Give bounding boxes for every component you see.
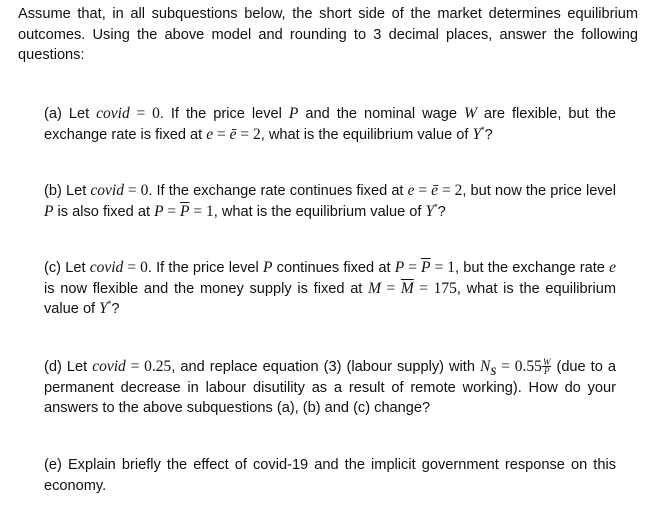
text: , what is the equilibrium value of — [260, 126, 473, 143]
text: Explain briefly the effect of covid-19 and the implicit government response on this economy. — [44, 457, 616, 494]
math-value: = 2 — [236, 125, 261, 143]
text: , what is the equilibrium value of — [44, 280, 616, 317]
question-label: (b) — [44, 183, 62, 199]
math-value: = 0 — [129, 105, 160, 122]
math-value: = 0 — [123, 182, 149, 199]
math-var: covid — [92, 358, 126, 375]
math-var-bar: $\overline{P}$ — [180, 202, 190, 220]
math-var: P — [394, 259, 405, 276]
text: , and replace equation (3) (labour supply) with — [171, 359, 480, 375]
text: . If the price level — [159, 106, 289, 122]
math-var: Y — [425, 202, 435, 220]
text: and the nominal wage — [298, 106, 464, 122]
math-op: = — [404, 259, 422, 276]
math-var: ē — [431, 182, 439, 199]
text: ? — [437, 203, 446, 220]
question-c — [44, 258, 616, 320]
math-op: = — [213, 125, 230, 143]
text: (due to a permanent decrease in labour disutility as a result of remote working). How do your answers to the above subquestions (a), (b) and (c) change? — [44, 359, 616, 416]
math-var: W — [463, 105, 477, 122]
text: is also fixed at — [53, 203, 155, 220]
math-var: P — [288, 105, 299, 122]
text: Let — [65, 183, 91, 199]
fraction-numerator: W — [542, 357, 551, 367]
math-value: = 175 — [413, 279, 457, 297]
math-var: e — [206, 125, 214, 143]
math-var: P — [262, 259, 273, 276]
question-a — [44, 104, 616, 145]
math-value: = 1 — [430, 259, 456, 276]
math-value: = 0.55 — [496, 358, 542, 375]
intro-paragraph: Assume that, in all subquestions below, the short side of the market determines equilibrium outcomes. Using the above model and rounding to 3 decimal places, answer the following questions: — [18, 6, 638, 63]
text: , but now the price level — [462, 183, 617, 199]
text: is now flexible and the money supply is fixed at — [44, 280, 369, 297]
math-var: e — [407, 182, 415, 199]
question-label: (e) — [44, 457, 62, 473]
question-label: (c) — [44, 260, 62, 276]
math-op: = — [163, 202, 181, 220]
math-var: ē — [229, 125, 237, 143]
math-sup: * — [434, 201, 438, 212]
math-op: = — [414, 182, 432, 199]
text: Let — [65, 260, 90, 276]
text: . If the price level — [147, 260, 263, 276]
question-e — [44, 455, 616, 496]
math-op: = — [381, 279, 401, 297]
math-var: Y — [99, 300, 108, 317]
question-b — [44, 181, 616, 222]
math-sup: * — [107, 299, 112, 310]
text: continues fixed at — [272, 260, 395, 276]
fraction-denominator: P — [543, 366, 550, 376]
text: , what is the equilibrium value of — [213, 203, 426, 220]
math-value: = 0 — [123, 259, 148, 276]
text: are flexible, but the exchange rate is fixed at — [44, 106, 616, 143]
math-var: P — [44, 202, 54, 220]
question-label: (a) — [44, 106, 62, 122]
math-var: covid — [90, 182, 124, 199]
text: ? — [111, 301, 120, 317]
text: , but the exchange rate — [455, 260, 610, 276]
math-value: = 1 — [189, 202, 214, 220]
math-sup: * — [481, 124, 485, 135]
math-var: M — [368, 279, 382, 297]
math-var-bar: $\overline{P}$ — [421, 259, 431, 276]
question-label: (d) — [44, 359, 62, 375]
text: . If the exchange rate continues fixed at — [148, 183, 408, 199]
math-value: = 2 — [438, 182, 463, 199]
math-var: P — [154, 202, 164, 220]
math-var: e — [609, 259, 617, 276]
math-var: covid — [96, 105, 130, 122]
text: Let — [68, 106, 97, 122]
math-sub: s — [490, 361, 497, 379]
math-var: Y — [472, 125, 482, 143]
math-var: N — [480, 358, 491, 375]
math-value: = 0.25 — [125, 358, 172, 375]
text: Let — [66, 359, 93, 375]
math-var: covid — [89, 259, 124, 276]
question-d — [44, 357, 616, 419]
math-var-bar: $\overline{M}$ — [400, 279, 414, 297]
text: ? — [484, 126, 493, 143]
fraction-w-over-p — [542, 358, 552, 375]
